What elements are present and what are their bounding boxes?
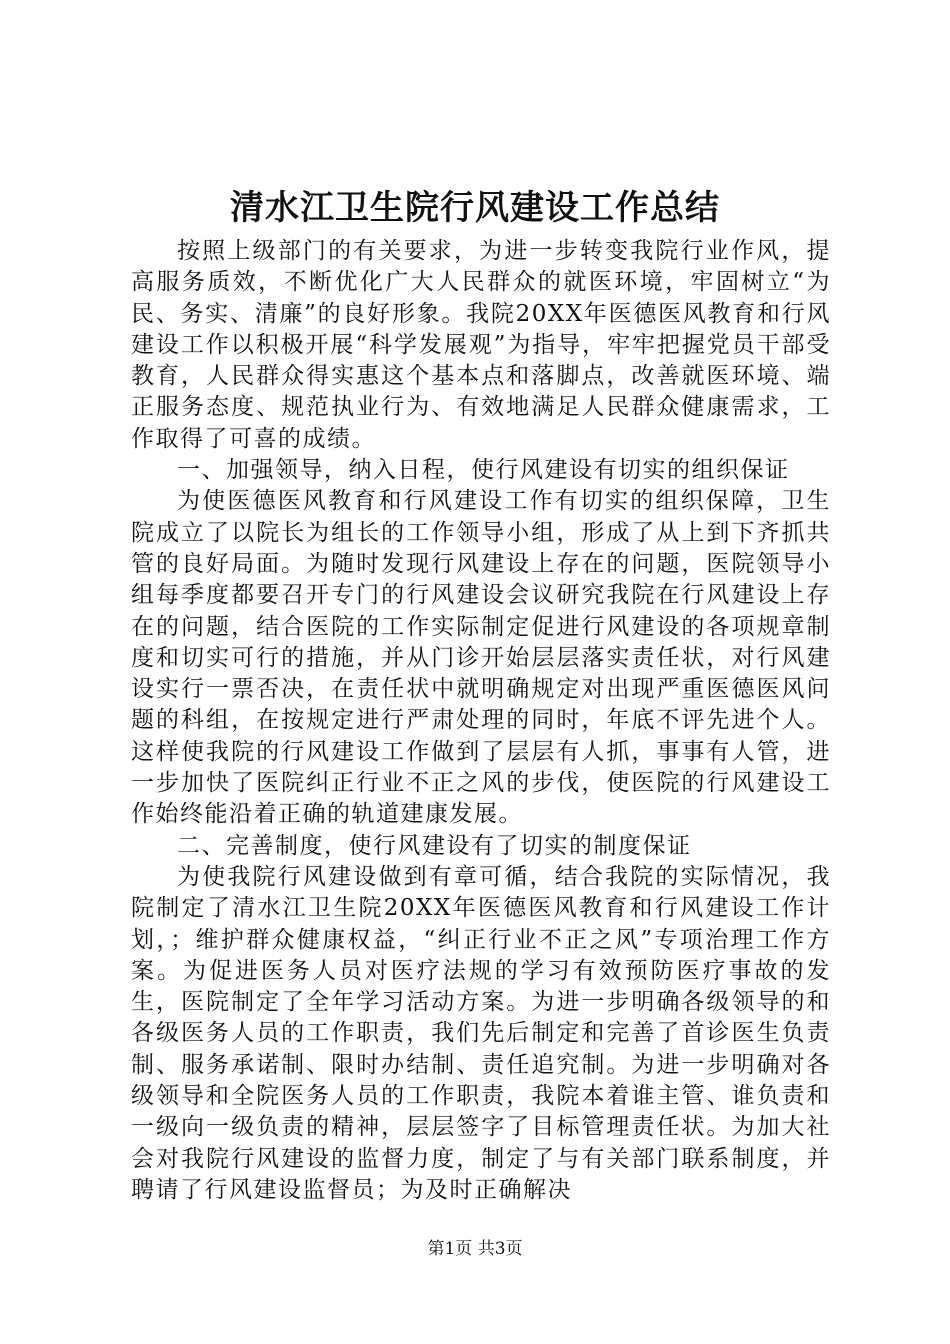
intro-paragraph: 按照上级部门的有关要求，为进一步转变我院行业作风，提高服务质效，不断优化广大人民群众的就医环境，牢固树立“为民、务实、清廉”的良好形象。我院20XX年医德医风教育和行风建设工作以积极开展“科学发展观”为指导，牢牢把握党员干部受教育，人民群众得实惠这个基本点和落脚点，改善就医环境、端正服务态度、规范执业行为、有效地满足人民群众健康需求，工作取得了可喜的成绩。 — [131, 238, 831, 452]
section-heading-2: 二、完善制度，使行风建设有了切实的制度保证 — [177, 832, 692, 859]
section-heading-1: 一、加强领导，纳入日程，使行风建设有切实的组织保证 — [177, 457, 790, 484]
section-2-paragraph: 为使我院行风建设做到有章可循，结合我院的实际情况，我院制定了清水江卫生院20XX年医德医风教育和行风建设工作计划，；维护群众健康权益，“纠正行业不正之风”专项治理工作方案。为促进医务人员对医疗法规的学习有效预防医疗事故的发生，医院制定了全年学习活动方案。为进一步明确各级领导的和各级医务人员的工作职责，我们先后制定和完善了首诊医生负责制、服务承诺制、限时办结制、责任追究制。为进一步明确对各级领导和全院医务人员的工作职责，我院本着谁主管、谁负责和一级向一级负责的精神，层层签字了目标管理责任状。为加大社会对我院行风建设的监督力度，制定了与有关部门联系制度，并聘请了行风建设监督员；为及时正确解决 — [131, 863, 831, 1203]
page-footer: 第1页 共3页 — [427, 1239, 523, 1259]
document-body — [131, 236, 831, 1206]
section-1-paragraph: 为使医德医风教育和行风建设工作有切实的组织保障，卫生院成立了以院长为组长的工作领导小组，形成了从上到下齐抓共管的良好局面。为随时发现行风建设上存在的问题，医院领导小组每季度都要召开专门的行风建设会议研究我院在行风建设上存在的问题，结合医院的工作实际制定促进行风建设的各项规章制度和切实可行的措施，并从门诊开始层层落实责任状，对行风建设实行一票否决，在责任状中就明确规定对出现严重医德医风问题的科组，在按规定进行严肃处理的同时，年底不评先进个人。这样使我院的行风建设工作做到了层层有人抓，事事有人管，进一步加快了医院纠正行业不正之风的步伐，使医院的行风建设工作始终能沿着正确的轨道建康发展。 — [131, 488, 831, 828]
document-title: 清水江卫生院行风建设工作总结 — [230, 188, 720, 228]
